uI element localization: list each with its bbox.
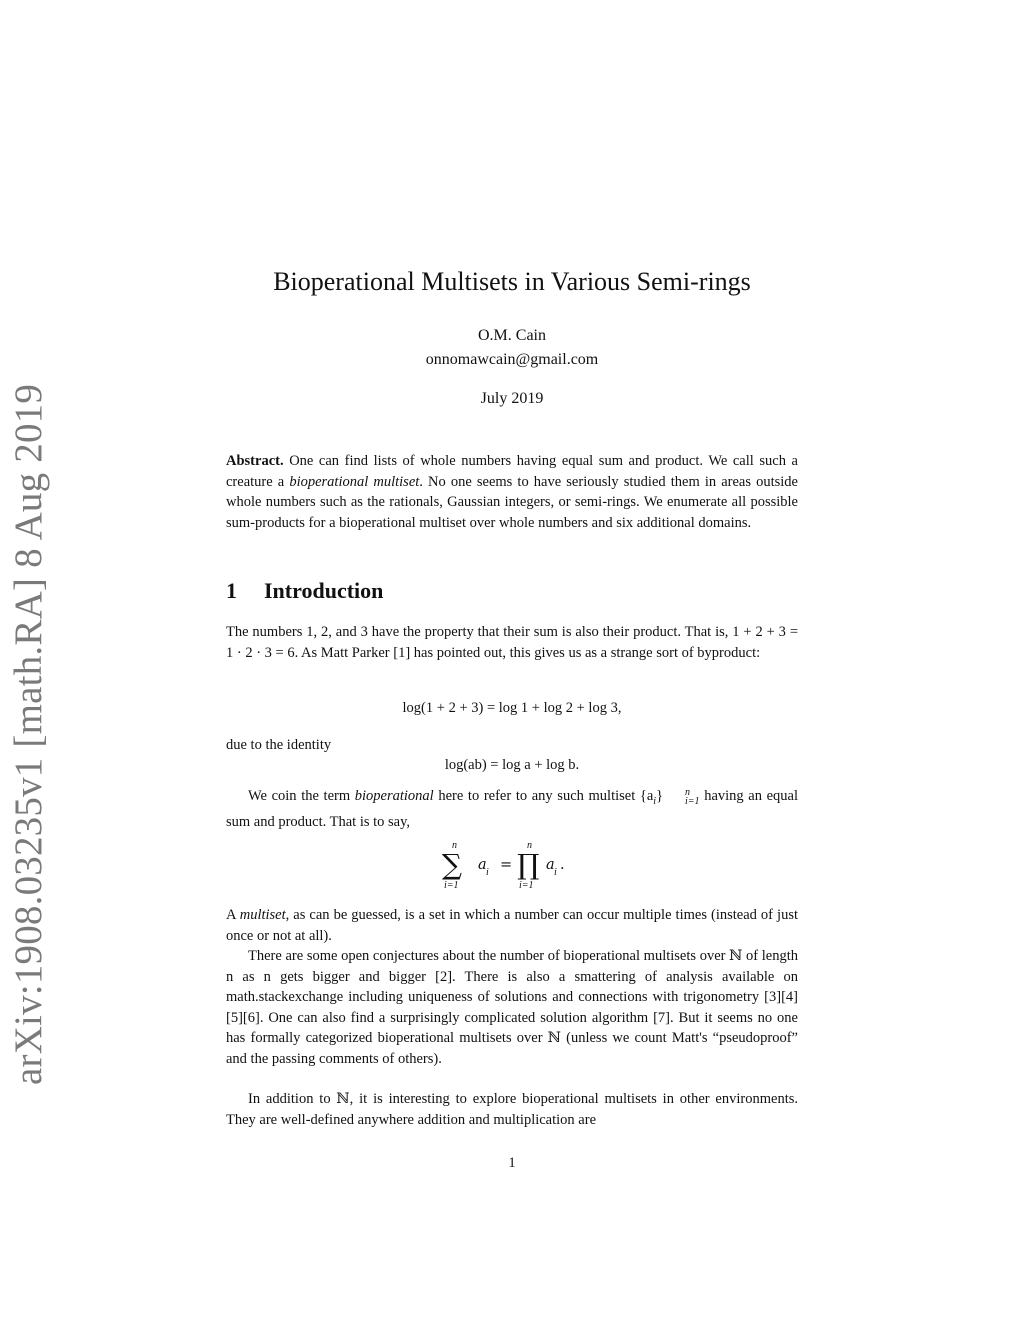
abstract-text-a: One can find lists of whole numbers having equal sum and product. We call such a creature a (226, 453, 798, 490)
section-title: Introduction (264, 578, 384, 603)
p2-limits (663, 788, 700, 806)
sum-lower: i=1 (444, 880, 459, 891)
intro-paragraph-4: There are some open conjectures about the number of bioperational multisets over ℕ of length n as n gets bigger and bigger [2]. There is also a smattering of analysis available on math.stackexchange including uniqueness of solutions and connections with trigonometry [3][4][5][6]. One can also find a surprisingly complicated solution algorithm [7]. But it seems no one has formally categorized bioperational multisets over ℕ (unless we count Matt's “pseudoproof” and the passing comments of others). (226, 948, 798, 1067)
sum-term-sub: i (486, 867, 489, 878)
sum-upper: n (452, 840, 457, 851)
prod-upper: n (527, 840, 532, 851)
intro-paragraph-3 (226, 905, 798, 946)
author-name: O.M. Cain (478, 327, 546, 344)
prod-symbol: ∏ (517, 848, 540, 881)
section-heading (226, 578, 383, 604)
abstract-text-b: . No one seems to have seriously studied them in areas outside whole numbers such as the rationals, Gaussian integers, or semi-rings. We enumerate all possible sum-products for a bioperational multiset over whole numbers and six additional domains. (226, 473, 798, 531)
prod-term: a (546, 857, 555, 873)
intro-paragraph-5: In addition to ℕ, it is interesting to explore bioperational multisets in other environments. They are well-defined anywhere addition and multiplication are (226, 1091, 798, 1128)
prod-term-sub: i (554, 867, 557, 878)
author-block (226, 324, 798, 372)
abstract-label: Abstract. (226, 453, 284, 469)
author-email: onnomawcain@gmail.com (425, 351, 599, 368)
p2-sub: i (653, 795, 657, 807)
p3-text-b: , as can be guessed, is a set in which a number can occur multiple times (instead of just once or not at all). (226, 907, 799, 944)
paper-title: Bioperational Multisets in Various Semi-rings (273, 267, 751, 296)
prod-end: . (560, 857, 565, 873)
abstract (226, 451, 798, 533)
paper-date: July 2019 (480, 390, 544, 407)
arxiv-id: arXiv:1908.03235v1 [math.RA] 8 Aug 2019 (7, 383, 50, 1085)
section-number: 1 (226, 578, 237, 603)
p2-lim: i=1 (685, 795, 700, 807)
intro-paragraph-2 (226, 786, 798, 833)
sum-term: a (478, 857, 487, 873)
sum-equals: = (500, 857, 513, 873)
p2-term: bioperational (354, 788, 434, 804)
p2-text-d: having an equal sum and product. That is to say, (226, 788, 799, 831)
prod-lower: i=1 (519, 880, 534, 891)
abstract-term: bioperational multiset (289, 473, 420, 490)
equation-sum-product (226, 836, 798, 896)
p3-text-a: A (226, 907, 236, 923)
equation-log-identity: log(ab) = log a + log b. (444, 757, 580, 773)
sum-symbol: ∑ (442, 848, 462, 881)
equation-log-sum: log(1 + 2 + 3) = log 1 + log 2 + log 3, (402, 700, 622, 716)
p2-text-b: here to refer to any such multiset {a (438, 788, 654, 804)
p2-text-a: We coin the term (248, 788, 351, 804)
identity-lead: due to the identity (226, 737, 332, 753)
intro-paragraph-1: The numbers 1, 2, and 3 have the property that their sum is also their product. That is, 1 + 2 + 3 = 1 · 2 · 3 = 6. As Matt Parker [1] has pointed out, this gives us as a strange sort of byproduct: (226, 624, 798, 661)
page-number: 1 (508, 1155, 516, 1171)
p2-sup: n (685, 786, 691, 798)
p3-term: multiset (239, 907, 286, 923)
p2-text-c: } (656, 788, 664, 804)
